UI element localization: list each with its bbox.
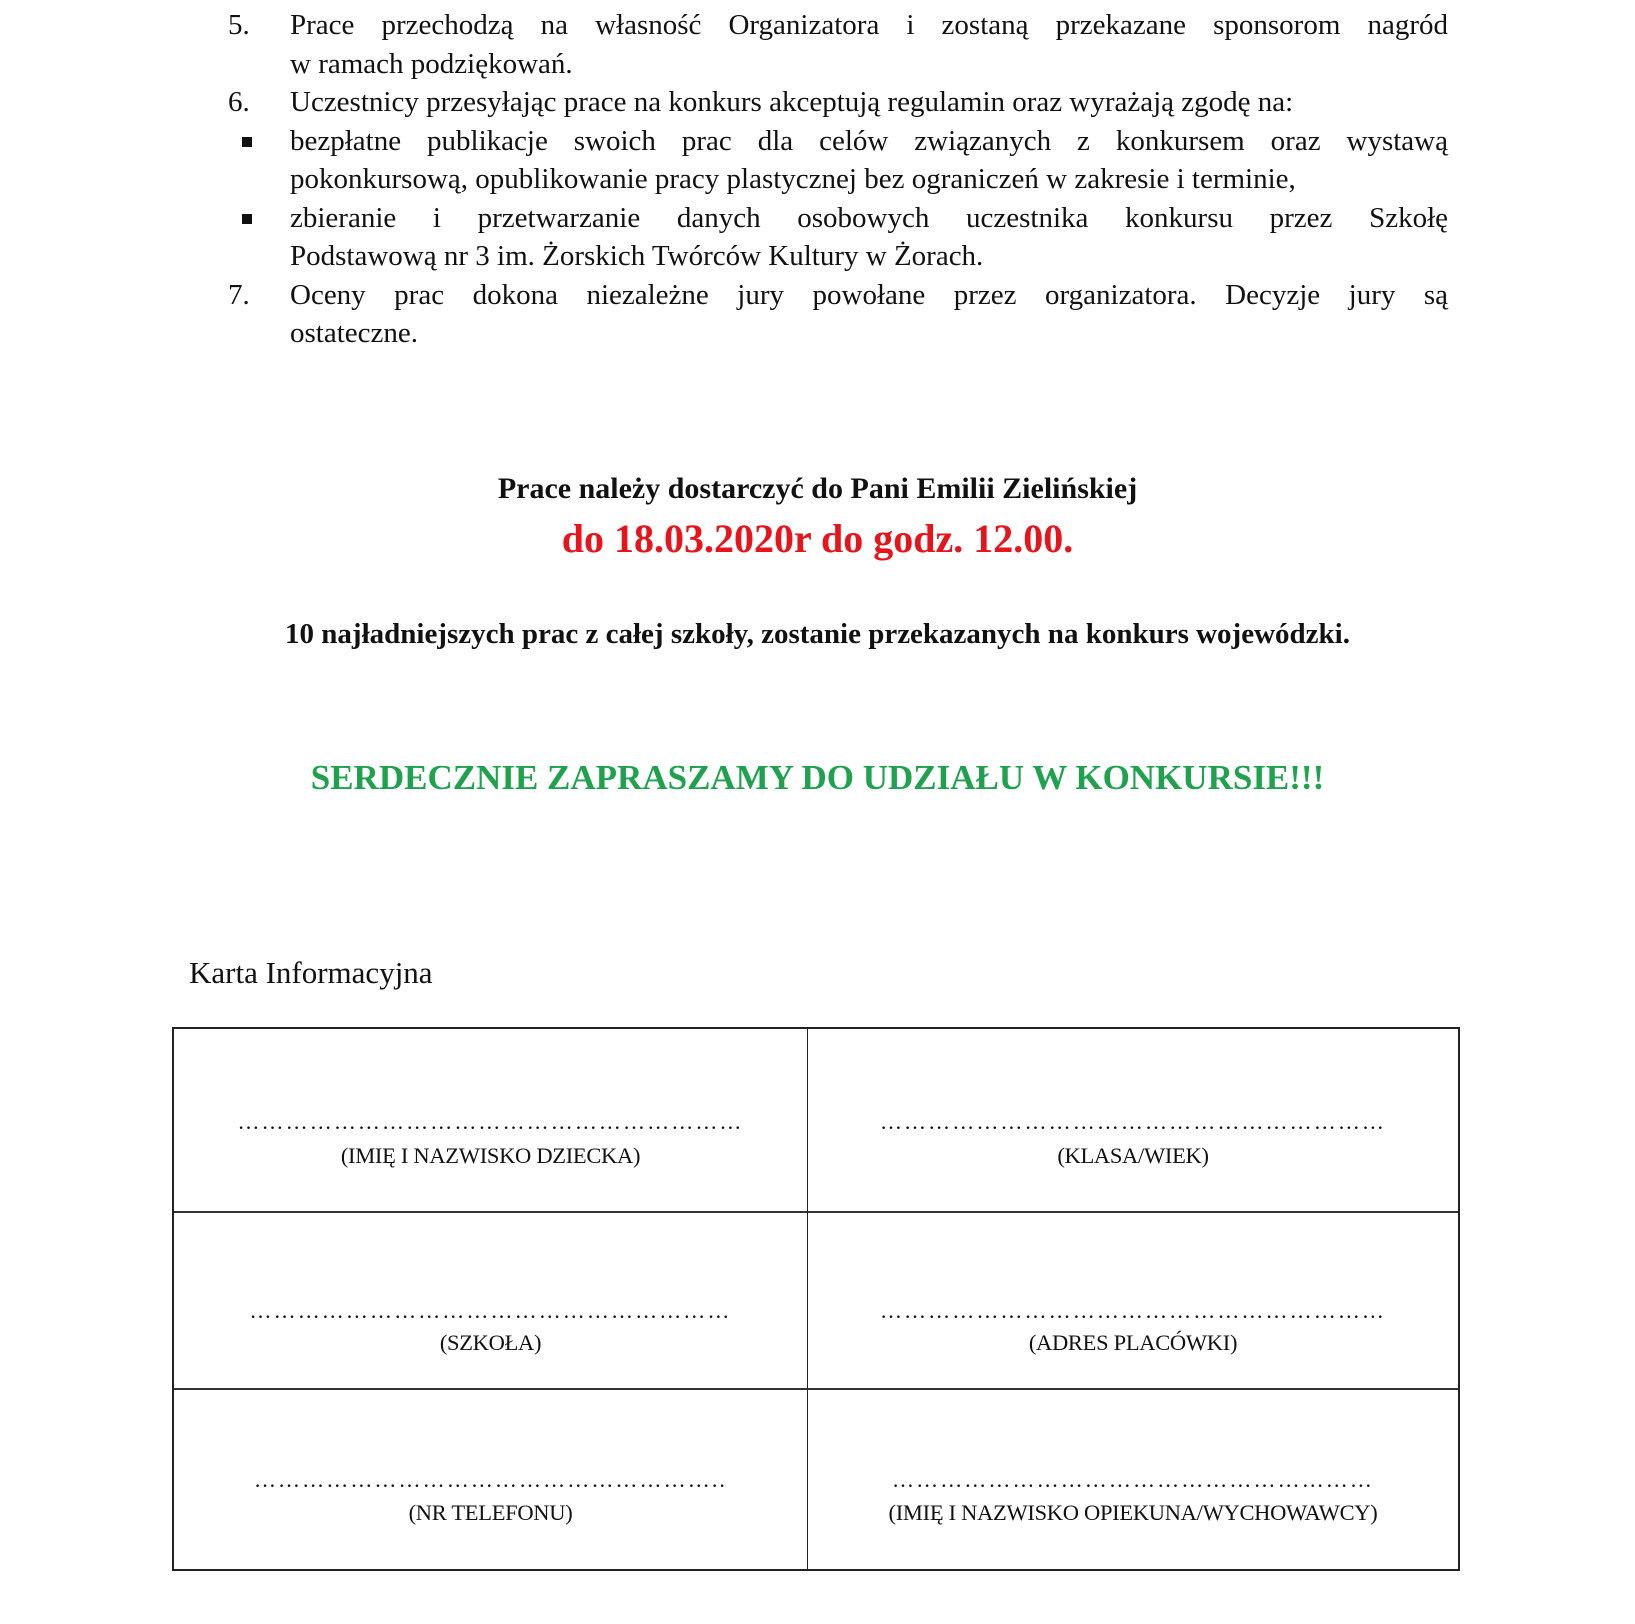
list-number: 7.: [228, 278, 250, 311]
rule-item-6: [228, 83, 1448, 122]
fill-in-dots[interactable]: ………………………………………………………: [879, 1300, 1387, 1322]
field-phone[interactable]: [174, 1390, 808, 1569]
square-bullet-icon: [242, 137, 252, 147]
rule-text-line: bezpłatne publikacje swoich prac dla celów związanych z konkursem oraz wystawą: [290, 124, 1448, 157]
field-school-address[interactable]: [808, 1213, 1458, 1390]
invitation-banner: SERDECZNIE ZAPRASZAMY DO UDZIAŁU W KONKURSIE!!!: [310, 758, 1325, 797]
rule-text-line: w ramach podziękowań.: [290, 47, 573, 80]
field-label: (IMIĘ I NAZWISKO DZIECKA): [340, 1143, 641, 1168]
fill-in-dots[interactable]: ……………………………………………………: [249, 1300, 732, 1322]
rule-text-line: Oceny prac dokona niezależne jury powołane przez organizatora. Decyzje jury są: [290, 278, 1448, 311]
rule-text-line: ostateczne.: [290, 317, 419, 349]
deadline-text: do 18.03.2020r do godz. 12.00.: [561, 516, 1074, 561]
rule-text-line: zbieranie i przetwarzanie danych osobowych uczestnika konkursu przez Szkołę: [290, 201, 1448, 234]
consent-bullet-publication: [228, 122, 1448, 199]
fill-in-dots[interactable]: ………………………………………………………: [237, 1111, 744, 1133]
fill-in-dots[interactable]: ……………………………………………………: [892, 1469, 1374, 1491]
rule-text-line: Podstawową nr 3 im. Żorskich Twórców Kultury w Żorach.: [290, 240, 984, 272]
list-number: 6.: [228, 86, 250, 118]
rule-text-line: Uczestnicy przesyłając prace na konkurs akceptują regulamin oraz wyrażają zgodę na:: [290, 86, 1294, 118]
field-label: (IMIĘ I NAZWISKO OPIEKUNA/WYCHOWAWCY): [888, 1500, 1378, 1525]
rule-item-5: [228, 6, 1448, 83]
field-child-name[interactable]: [174, 1029, 808, 1213]
list-number: 5.: [228, 9, 250, 41]
rules-list: [228, 6, 1448, 353]
fill-in-dots[interactable]: …………………………………………………..: [253, 1469, 728, 1491]
delivery-instructions: Prace należy dostarczyć do Pani Emilii Zielińskiej: [497, 472, 1138, 505]
consent-bullet-data-processing: [228, 199, 1448, 276]
field-label: (SZKOŁA): [439, 1330, 542, 1355]
field-label: (NR TELEFONU): [408, 1500, 573, 1525]
field-label: (ADRES PLACÓWKI): [1028, 1330, 1238, 1355]
rule-text-line: pokonkursową, opublikowanie pracy plastycznej bez ograniczeń w zakresie i terminie,: [290, 163, 1296, 195]
top10-note: 10 najładniejszych prac z całej szkoły, zostanie przekazanych na konkurs wojewódzki.: [285, 618, 1350, 650]
field-label: (KLASA/WIEK): [1057, 1143, 1209, 1168]
info-card-table: [172, 1027, 1460, 1571]
field-school[interactable]: [174, 1213, 808, 1390]
field-class-age[interactable]: [808, 1029, 1458, 1213]
field-guardian-name[interactable]: [808, 1390, 1458, 1569]
info-card-title: Karta Informacyjna: [189, 955, 433, 990]
fill-in-dots[interactable]: ………………………………………………………: [879, 1111, 1387, 1133]
square-bullet-icon: [242, 214, 252, 224]
rule-text-line: Prace przechodzą na własność Organizatora i zostaną przekazane sponsorom nagród: [290, 9, 1448, 41]
rule-item-7: [228, 276, 1448, 353]
